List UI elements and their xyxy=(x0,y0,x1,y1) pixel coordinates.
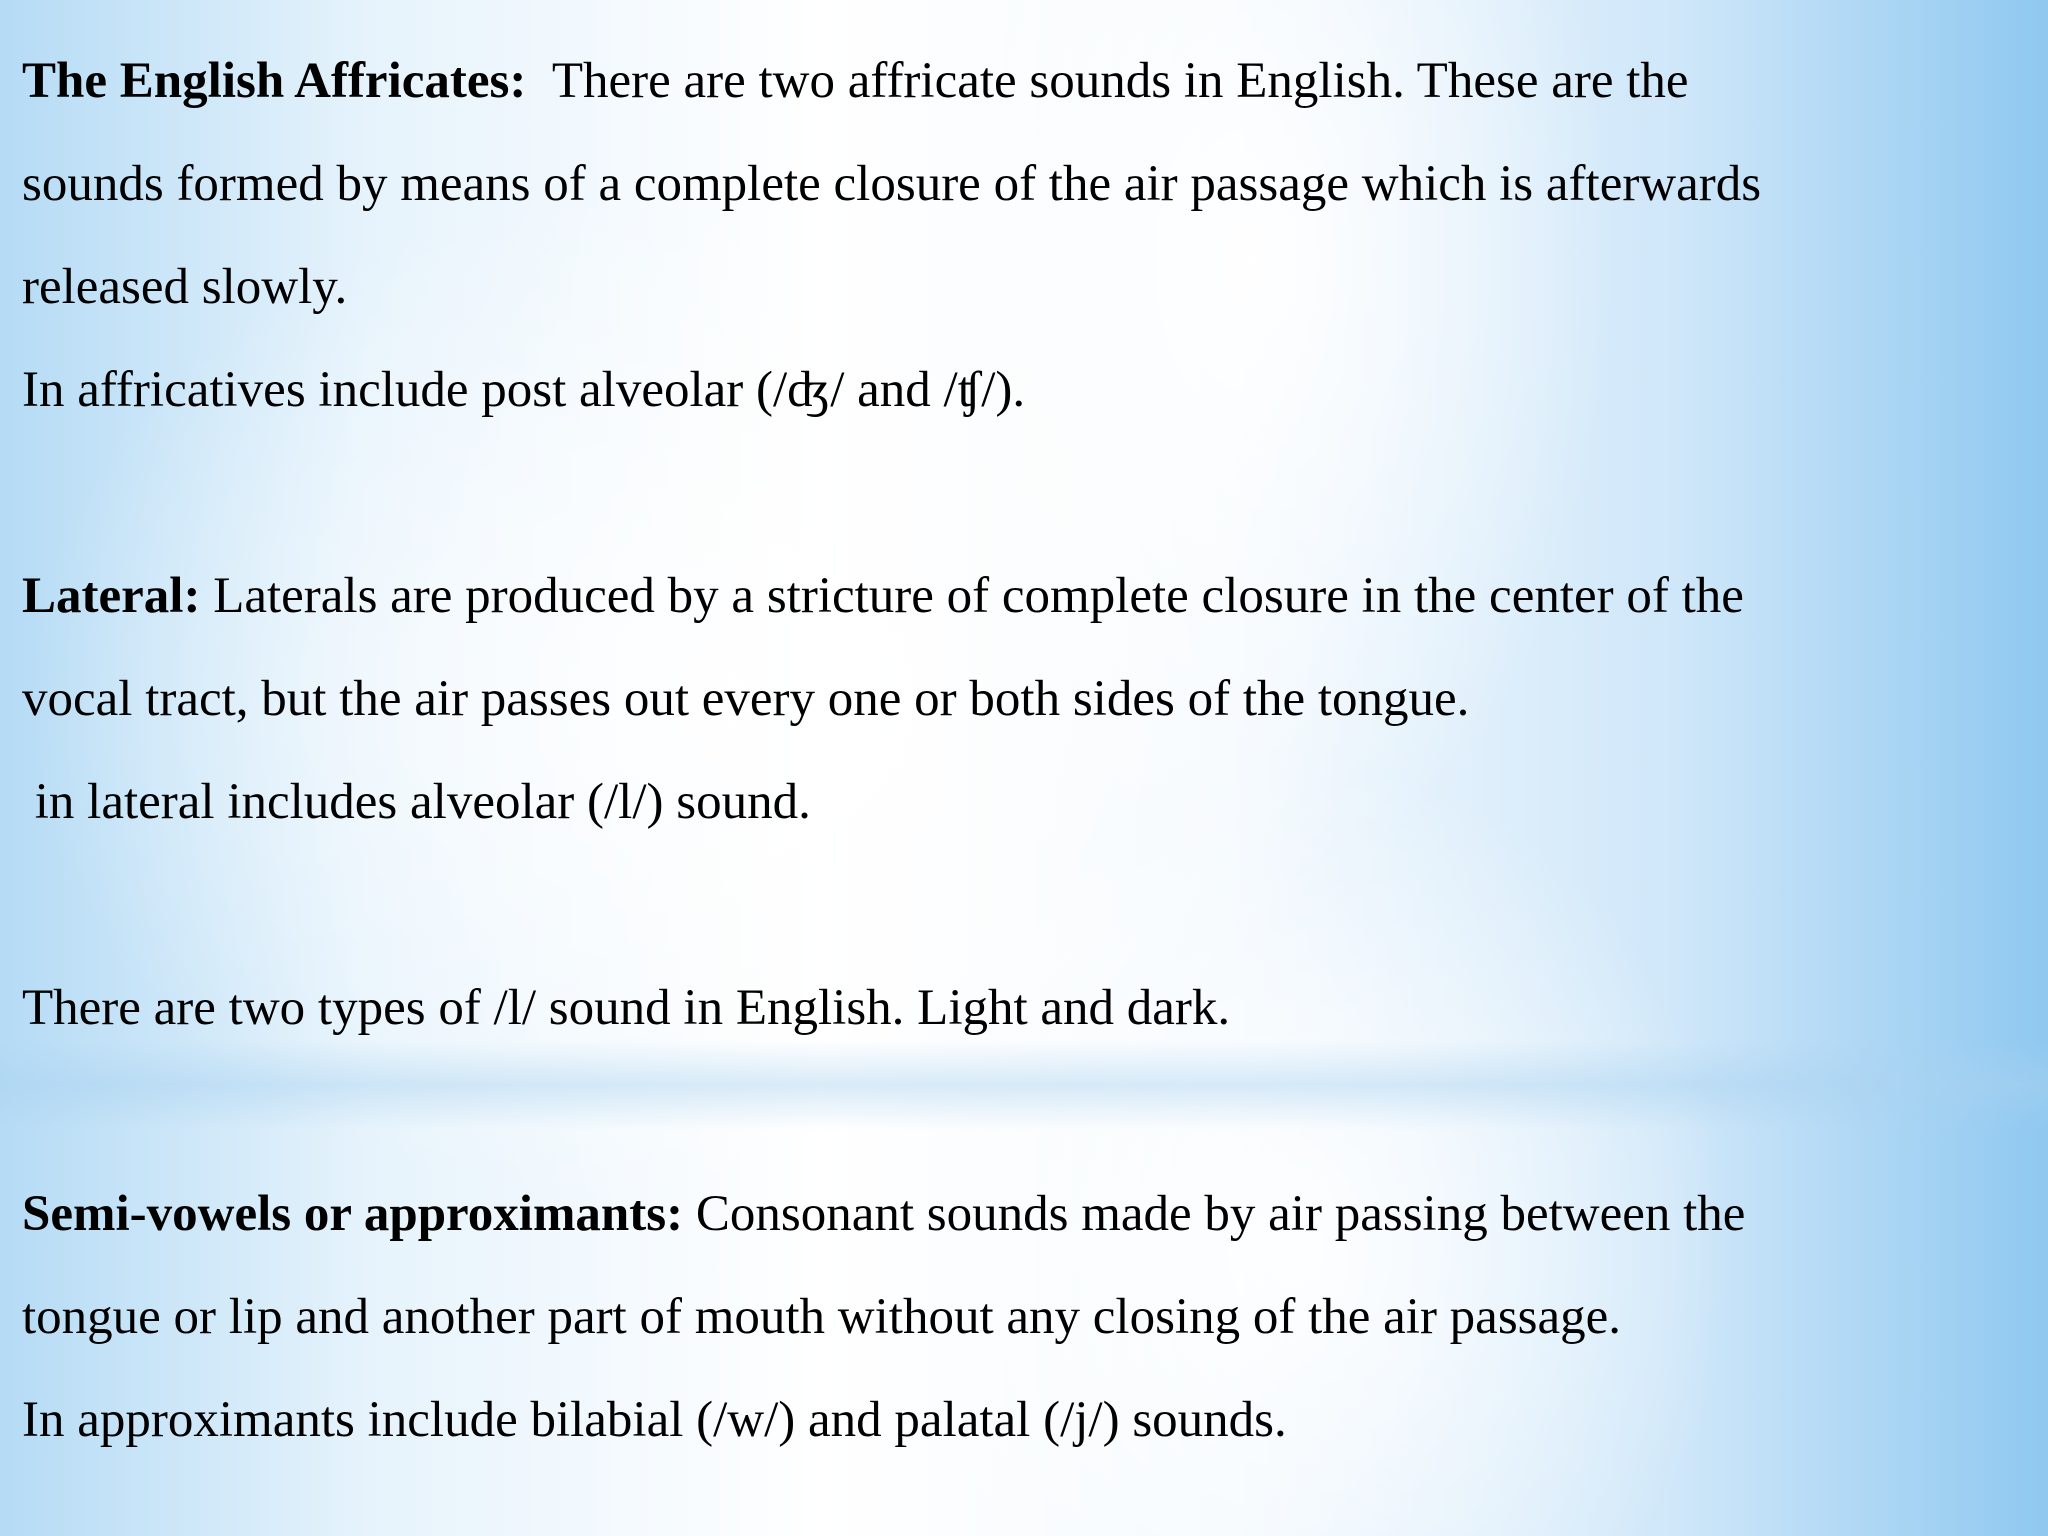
approximants-heading: Semi-vowels or approximants: xyxy=(22,1186,684,1242)
lateral-heading: Lateral: xyxy=(22,568,201,624)
approximants-text-1: Consonant sounds made by air passing between the xyxy=(695,1186,1746,1242)
spacer xyxy=(22,854,2022,957)
lateral-line-1 xyxy=(22,545,2022,648)
slide-content xyxy=(22,30,2022,1472)
affricates-line-2: sounds formed by means of a complete closure of the air passage which is afterwards xyxy=(22,156,1762,212)
affricates-line-4: In affricatives include post alveolar (/ʤ/ and /ʧ/). xyxy=(22,362,1026,418)
affricates-heading: The English Affricates: xyxy=(22,53,527,109)
lateral-text-1: Laterals are produced by a stricture of complete closure in the center of the xyxy=(213,568,1744,624)
affricates-text-1: There are two affricate sounds in English. These are the xyxy=(551,53,1689,109)
affricates-line-3: released slowly. xyxy=(22,259,348,315)
lateral-line-2: vocal tract, but the air passes out every one or both sides of the tongue. xyxy=(22,671,1470,727)
spacer xyxy=(22,442,2022,545)
affricates-line-1 xyxy=(22,30,2022,133)
lateral-line-3: in lateral includes alveolar (/l/) sound. xyxy=(22,774,811,830)
approximants-line-3: In approximants include bilabial (/w/) and palatal (/j/) sounds. xyxy=(22,1392,1287,1448)
spacer xyxy=(22,1060,2022,1163)
lateral-line-4: There are two types of /l/ sound in English. Light and dark. xyxy=(22,980,1231,1036)
approximants-line-2: tongue or lip and another part of mouth without any closing of the air passage. xyxy=(22,1289,1622,1345)
approximants-line-1 xyxy=(22,1163,2022,1266)
